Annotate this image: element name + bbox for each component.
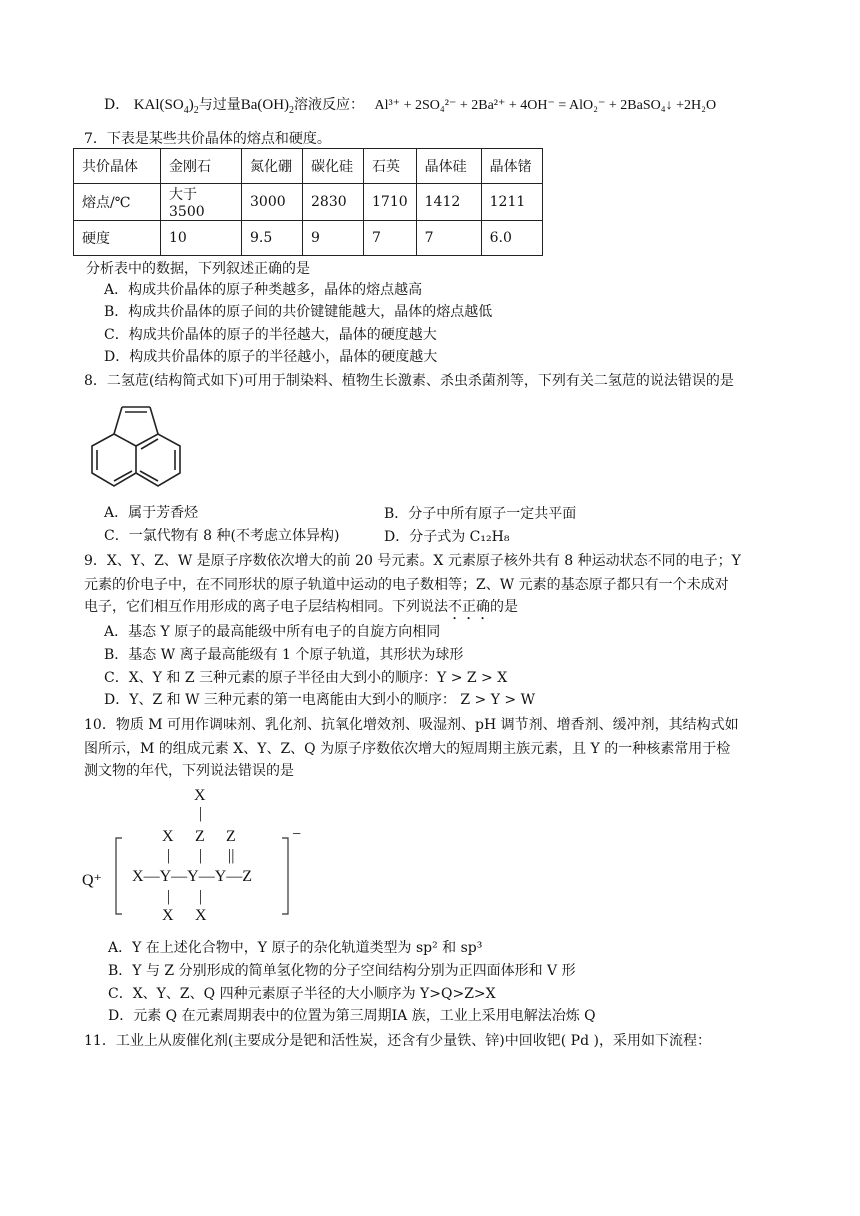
atom-z: Z: [195, 828, 205, 845]
q7-option-d: D．构成共价晶体的原子的半径越小，晶体的硬度越大: [104, 349, 438, 365]
q10-option-a: A．Y 在上述化合物中，Y 原子的杂化轨道类型为 sp² 和 sp³: [108, 940, 483, 956]
acenaphthylene-structure: [84, 395, 204, 500]
table-cell: 金刚石: [161, 149, 242, 184]
table-cell: 晶体锗: [481, 149, 542, 184]
q10-option-b: B．Y 与 Z 分别形成的简单氢化物的分子空间结构分别为正四面体形和 V 形: [108, 963, 576, 979]
table-cell: 9.5: [242, 221, 303, 256]
table-cell: 2830: [303, 184, 364, 221]
table-cell: 6.0: [481, 221, 542, 256]
q9-stem-2: 元素的价电子中，在不同形状的原子轨道中运动的电子数相等；Z、W 元素的基态原子都只有一个未成对: [84, 577, 729, 593]
option-label: D．: [104, 97, 130, 113]
table-cell: 石英: [364, 149, 417, 184]
atom-x: X: [162, 907, 174, 924]
q10-option-c: C．X、Y、Z、Q 四种元素原子半径的大小顺序为 Y>Q>Z>X: [108, 986, 496, 1002]
table-cell: 1710: [364, 184, 417, 221]
table-cell: 晶体硅: [416, 149, 481, 184]
q10-stem-1: 10．物质 M 可用作调味剂、乳化剂、抗氧化增效剂、吸湿剂、pH 调节剂、增香剂、缓冲剂，其结构式如: [84, 717, 739, 733]
table-cell: 10: [161, 221, 242, 256]
main-chain: X—Y—Y—Y—Z: [132, 868, 253, 885]
bond-line: |: [199, 888, 203, 905]
table-cell: 碳化硅: [303, 149, 364, 184]
q7-option-a: A．构成共价晶体的原子种类越多，晶体的熔点越高: [104, 282, 423, 298]
q9-stem-3: [84, 596, 518, 623]
anion-charge: −: [292, 826, 302, 843]
q9-option-a: A．基态 Y 原子的最高能级中所有电子的自旋方向相同: [104, 624, 441, 640]
table-row: [74, 149, 543, 184]
option-text-2: 溶液反应：: [294, 97, 365, 113]
q9-option-d: D．Y、Z 和 W 三种元素的第一电离能由大到小的顺序： Z > Y > W: [104, 692, 536, 708]
table-cell: 1412: [416, 184, 481, 221]
q8-option-b: B．分子中所有原子一定共平面: [384, 506, 577, 522]
q8-option-a: A．属于芳香烃: [104, 505, 199, 521]
q8-stem: 8．二氢苊(结构简式如下)可用于制染料、植物生长激素、杀虫杀菌剂等，下列有关二氢苊的说法错误的是: [84, 373, 734, 389]
atom-z: Z: [226, 828, 236, 845]
atom-x: X: [195, 907, 207, 924]
atom-x: X: [162, 828, 174, 845]
table-row: [74, 221, 543, 256]
q11-stem: 11．工业上从废催化剂(主要成分是钯和活性炭，还含有少量铁、锌)中回收钯( Pd )，采用如下流程：: [84, 1033, 711, 1049]
crystal-table: [73, 148, 543, 256]
emphasis-text: 不正确: [448, 599, 490, 615]
q7-option-b: B．构成共价晶体的原子间的共价键键能越大，晶体的熔点越低: [104, 304, 493, 320]
bond-line: |: [167, 847, 171, 864]
atom-q-cation: Q⁺: [82, 872, 102, 889]
table-cell: 3000: [242, 184, 303, 221]
q7-option-c: C．构成共价晶体的原子的半径越大，晶体的硬度越大: [104, 327, 437, 343]
atom-x: X: [194, 787, 206, 804]
q9-option-b: B．基态 W 离子最高能级有 1 个原子轨道，其形状为球形: [104, 647, 464, 663]
kal-formula: $KAl(SO_4)_2$: [133, 97, 199, 116]
table-cell: 熔点/℃: [74, 184, 161, 221]
bond-line: |: [167, 888, 171, 905]
q6-option-d: [104, 94, 716, 116]
table-cell: 9: [303, 221, 364, 256]
table-cell: 7: [416, 221, 481, 256]
q10-stem-3: 测文物的年代，下列说法错误的是: [84, 763, 294, 779]
q7-prompt: 分析表中的数据，下列叙述正确的是: [86, 261, 310, 277]
table-cell: 大于 3500: [161, 184, 242, 221]
table-cell: 7: [364, 221, 417, 256]
table-cell: 1211: [481, 184, 542, 221]
baoh-formula: $Ba(OH)_2$: [240, 97, 295, 116]
table-cell: 硬度: [74, 221, 161, 256]
table-cell: 氮化硼: [242, 149, 303, 184]
double-bond: ||: [228, 847, 235, 864]
q8-option-c: C．一氯代物有 8 种(不考虑立体异构): [104, 528, 340, 544]
bond-line: |: [199, 847, 203, 864]
table-row: [74, 184, 543, 221]
q9-option-c: C．X、Y 和 Z 三种元素的原子半径由大到小的顺序：Y > Z > X: [104, 670, 508, 686]
ionic-equation: Al³⁺ + 2SO₄²⁻ + 2Ba²⁺ + 4OH⁻ = AlO₂⁻ + 2BaSO₄↓ +2H₂O: [374, 98, 717, 113]
table-cell: 共价晶体: [74, 149, 161, 184]
option-text: 与过量: [198, 97, 241, 113]
bond-line: |: [199, 805, 203, 822]
stem-text: 的是: [490, 599, 518, 615]
stem-text: 电子，它们相互作用形成的离子电子层结构相同。下列说法: [84, 599, 448, 615]
q10-option-d: D．元素 Q 在元素周期表中的位置为第三周期ⅠA 族，工业上采用电解法冶炼 Q: [108, 1008, 596, 1024]
q8-option-d: D．分子式为 C₁₂H₈: [384, 529, 510, 545]
ion-brackets: [112, 836, 292, 916]
q7-stem: 7．下表是某些共价晶体的熔点和硬度。: [84, 131, 331, 147]
q10-stem-2: 图所示，M 的组成元素 X、Y、Z、Q 为原子序数依次增大的短周期主族元素，且 Y 的一种核素常用于检: [84, 741, 731, 757]
q9-stem-1: 9．X、Y、Z、W 是原子序数依次增大的前 20 号元素。X 元素原子核外共有 8 种运动状态不同的电子；Y: [84, 553, 741, 569]
